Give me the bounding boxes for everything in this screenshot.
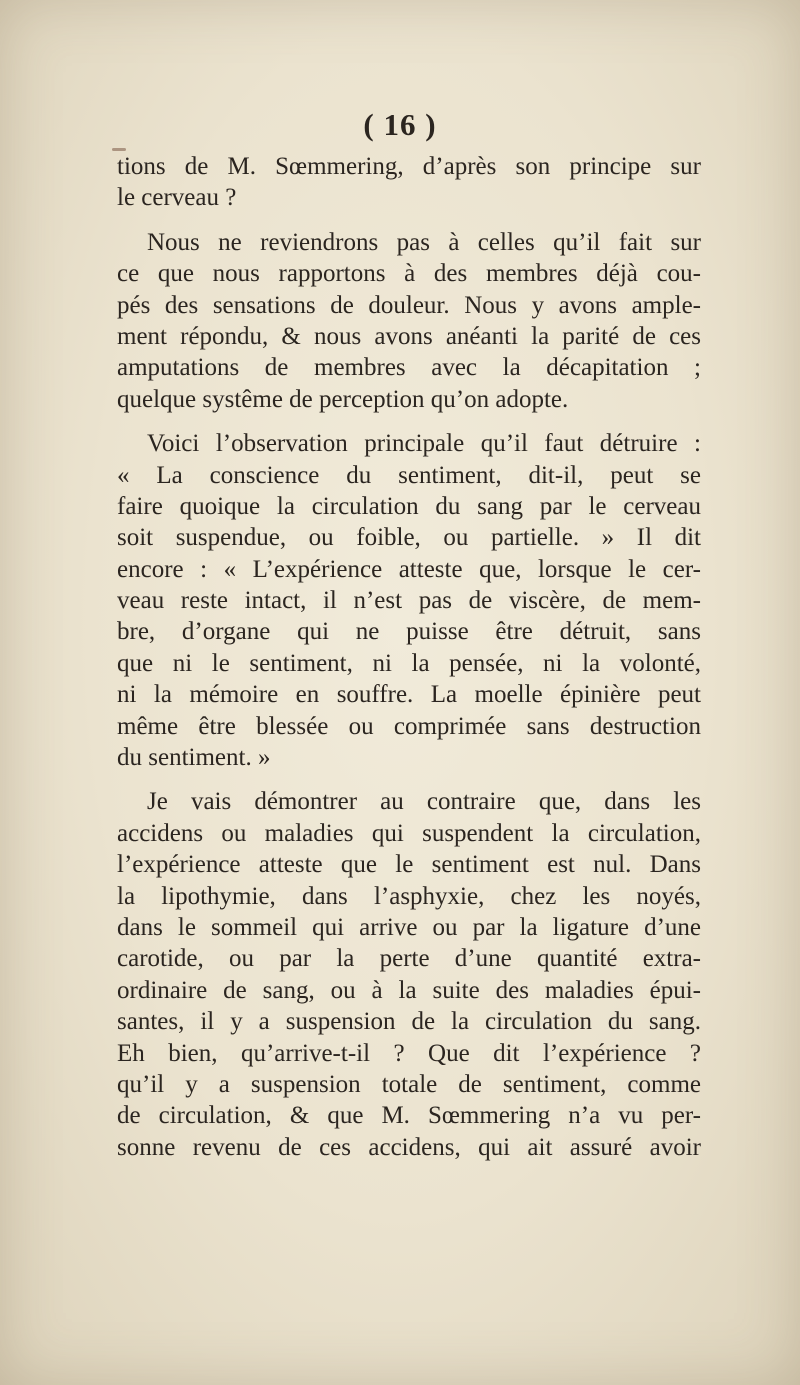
text-line: veau reste intact, il n’est pas de viscère, de mem- [117,587,701,615]
text-line: ordinaire de sang, ou à la suite des maladies épui- [117,976,701,1004]
body-text [117,151,701,1163]
paragraph-2 [117,227,701,415]
text-line: bre, d’organe qui ne puisse être détruit, sans [117,618,701,646]
paragraph-3 [117,428,701,773]
text-line: du sentiment. » [117,744,271,772]
text-line: santes, il y a suspension de la circulation du sang. [117,1008,701,1036]
paragraph-4 [117,786,701,1163]
text-line: « La conscience du sentiment, dit-il, peut se [117,461,701,489]
text-line: encore : « L’expérience atteste que, lorsque le cer- [117,555,701,583]
text-line: accidens ou maladies qui suspendent la circulation, [117,819,701,847]
text-line: Je vais démontrer au contraire que, dans les [147,788,701,816]
text-line: tions de M. Sœmmering, d’après son principe sur [117,153,701,180]
text-line: amputations de membres avec la décapitation ; [117,354,701,382]
text-line: la lipothymie, dans l’asphyxie, chez les noyés, [117,882,701,910]
text-line: que ni le sentiment, ni la pensée, ni la volonté, [117,649,701,677]
text-line: qu’il y a suspension totale de sentiment, comme [117,1070,701,1098]
text-line: ment répondu, & nous avons anéanti la parité de ces [117,322,701,350]
page-number: ( 16 ) [363,107,437,142]
text-line: carotide, ou par la perte d’une quantité extra- [117,945,701,973]
text-line: l’expérience atteste que le sentiment est nul. Dans [117,851,701,879]
text-line: pés des sensations de douleur. Nous y avons ample- [117,291,701,319]
paragraph-1 [117,151,701,214]
text-line: Voici l’observation principale qu’il faut détruire : [147,430,701,458]
text-line: faire quoique la circulation du sang par le cerveau [117,492,701,520]
text-line: soit suspendue, ou foible, ou partielle. » Il dit [117,524,701,552]
text-line: Nous ne reviendrons pas à celles qu’il fait sur [147,228,701,256]
text-line: dans le sommeil qui arrive ou par la ligature d’une [117,913,701,941]
text-line: Eh bien, qu’arrive-t-il ? Que dit l’expérience ? [117,1039,701,1067]
text-line: ni la mémoire en souffre. La moelle épinière peut [117,681,701,709]
text-line: ce que nous rapportons à des membres déjà cou- [117,260,701,288]
text-line: même être blessée ou comprimée sans destruction [117,712,701,740]
text-line: de circulation, & que M. Sœmmering n’a vu per- [117,1102,701,1130]
text-line: sonne revenu de ces accidens, qui ait assuré avoir [117,1133,701,1161]
text-line: quelque systême de perception qu’on adopte. [117,385,569,413]
text-line: le cerveau ? [117,184,237,212]
